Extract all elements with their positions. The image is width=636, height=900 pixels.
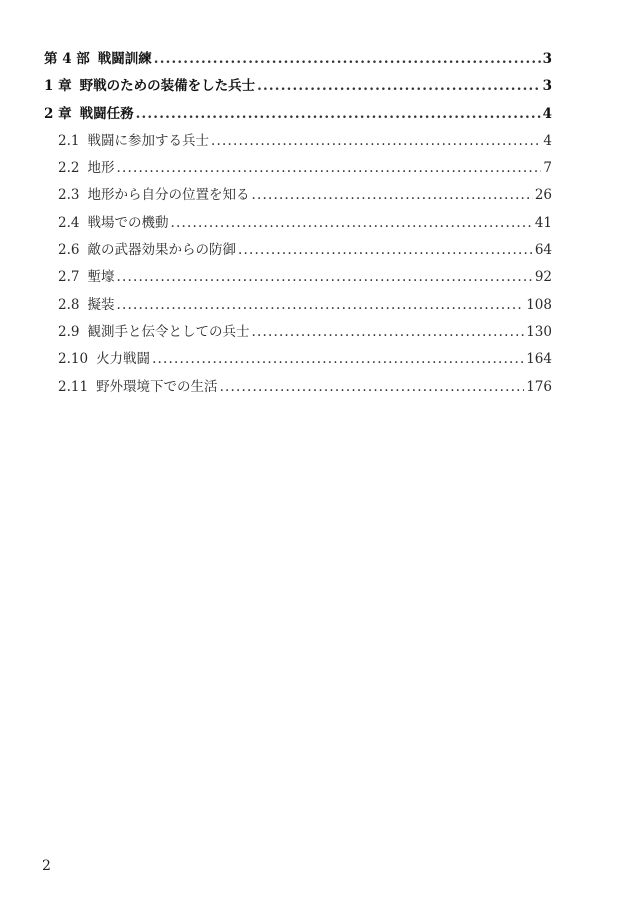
toc-entry-page: 7 <box>543 160 552 177</box>
toc-entry-title: 敵の武器効果からの防御 <box>87 242 236 259</box>
toc-entry[interactable] <box>44 101 552 128</box>
page-number: 2 <box>42 858 51 874</box>
toc-entry-number: 2.10 <box>58 351 89 368</box>
toc-entry-page: 3 <box>542 51 552 67</box>
toc-entry-title: 野戦のための装備をした兵士 <box>79 78 256 95</box>
toc-entry-title: 戦闘訓練 <box>97 51 152 67</box>
toc-dot-leader <box>154 46 541 73</box>
toc-entry[interactable] <box>44 128 552 155</box>
toc-entry[interactable] <box>44 374 552 401</box>
toc-entry-number: 2.1 <box>58 132 80 149</box>
toc-entry[interactable] <box>44 210 552 237</box>
toc-entry-number: 第 4 部 <box>44 51 90 67</box>
toc-entry-number: 2.9 <box>58 323 80 340</box>
toc-entry-title: 塹壕 <box>87 269 115 286</box>
toc-entry[interactable] <box>44 264 552 291</box>
toc-entry-number: 2.8 <box>58 296 80 313</box>
toc-entry-title: 観測手と伝令としての兵士 <box>87 323 250 340</box>
toc-dot-leader <box>251 182 532 209</box>
toc-entry-title: 地形から自分の位置を知る <box>87 187 250 204</box>
toc-entry-number: 2 章 <box>44 105 72 122</box>
toc-entry-page: 164 <box>526 351 552 368</box>
toc-entry[interactable] <box>44 237 552 264</box>
toc-dot-leader <box>220 374 525 401</box>
toc-entry-title: 火力戦闘 <box>96 351 151 368</box>
toc-entry-title: 野外環境下での生活 <box>96 378 218 395</box>
toc-dot-leader <box>116 292 524 319</box>
toc-entry-title: 戦闘任務 <box>79 105 134 122</box>
toc-entry-number: 2.3 <box>58 187 80 204</box>
toc-entry[interactable] <box>44 346 552 373</box>
toc-dot-leader <box>257 73 541 100</box>
toc-entry-number: 1 章 <box>44 78 72 95</box>
toc-dot-leader <box>116 264 532 291</box>
toc-dot-leader <box>238 237 533 264</box>
toc-entry-number: 2.7 <box>58 269 80 286</box>
toc-entry-page: 4 <box>542 105 552 122</box>
toc-entry-title: 戦場での機動 <box>87 214 169 231</box>
toc-entry-page: 4 <box>543 132 552 149</box>
toc-entry-title: 地形 <box>87 160 115 177</box>
toc-entry[interactable] <box>44 292 552 319</box>
toc-entry-page: 26 <box>534 187 552 204</box>
toc-entry-page: 130 <box>526 323 552 340</box>
table-of-contents <box>44 46 552 401</box>
toc-dot-leader <box>211 128 541 155</box>
toc-entry-title: 戦闘に参加する兵士 <box>87 132 209 149</box>
toc-entry[interactable] <box>44 46 552 73</box>
toc-dot-leader <box>170 210 532 237</box>
toc-entry-page: 41 <box>534 214 552 231</box>
toc-entry-number: 2.6 <box>58 242 80 259</box>
toc-dot-leader <box>136 101 541 128</box>
toc-entry-page: 108 <box>526 296 552 313</box>
toc-entry-page: 176 <box>526 378 552 395</box>
toc-entry[interactable] <box>44 182 552 209</box>
toc-dot-leader <box>251 319 524 346</box>
toc-entry-title: 擬装 <box>87 296 115 313</box>
toc-entry-number: 2.2 <box>58 160 80 177</box>
toc-entry[interactable] <box>44 155 552 182</box>
toc-entry-number: 2.11 <box>58 378 89 395</box>
toc-entry[interactable] <box>44 73 552 100</box>
toc-entry-page: 64 <box>534 242 552 259</box>
toc-entry-page: 92 <box>534 269 552 286</box>
toc-entry-page: 3 <box>542 78 552 95</box>
toc-dot-leader <box>116 155 541 182</box>
toc-dot-leader <box>152 346 524 373</box>
toc-entry[interactable] <box>44 319 552 346</box>
toc-entry-number: 2.4 <box>58 214 80 231</box>
